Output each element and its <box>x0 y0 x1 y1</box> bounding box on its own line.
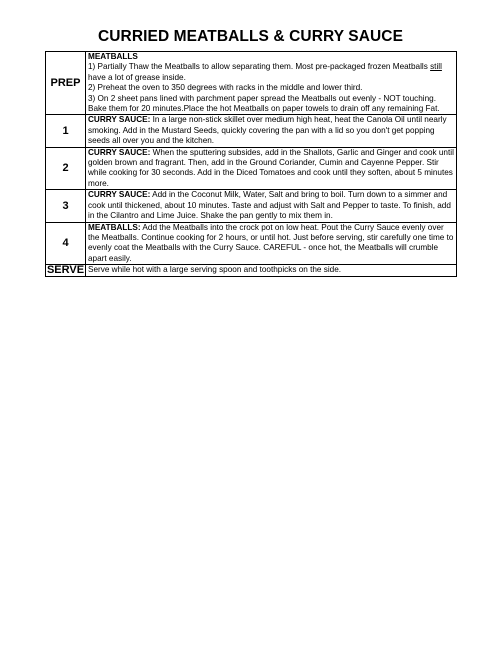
step-text: Add the Meatballs into the crock pot on low heat. Pout the Curry Sauce evenly over the Meatballs. Continue cooking for 2 hours, or until hot. Just before serving, stir carefully one time to evenly coat the Meatballs with the Curry Sauce. CAREFUL - once hot, the Meatballs will crumble apart easily. <box>88 222 454 263</box>
step-text: When the sputtering subsides, add in the Shallots, Garlic and Ginger and cook until golden brown and fragrant. Then, add in the Ground Coriander, Cumin and Cayenne Pepper. Stir while cooking for 30 seconds. Add in the Diced Tomatoes and cook until they soften, about 5 minutes more. <box>88 147 454 188</box>
step-label: 1 <box>46 115 86 147</box>
step-text: Serve while hot with a large serving spoon and toothpicks on the side. <box>88 265 342 275</box>
step-instructions <box>86 222 457 265</box>
prep-item-1 <box>88 62 442 81</box>
step-label: 2 <box>46 147 86 190</box>
step-lead: CURRY SAUCE: <box>88 115 151 125</box>
step-lead: CURRY SAUCE: <box>88 147 151 157</box>
step-text: In a large non-stick skillet over medium high heat, heat the Canola Oil until nearly smoking. Add in the Mustard Seeds, quickly covering the pan with a lid so you don't get popping seeds all over you and the kitchen. <box>88 115 447 146</box>
step-label: SERVE <box>46 264 85 277</box>
step-label: 3 <box>46 190 86 222</box>
step-lead: MEATBALLS: <box>88 222 141 232</box>
step-lead: CURRY SAUCE: <box>88 190 151 200</box>
step-label: PREP <box>46 52 86 115</box>
prep-item-1-text-b: have a lot of grease inside. <box>88 72 186 82</box>
recipe-table <box>45 51 457 277</box>
step-instructions <box>86 52 457 115</box>
prep-item-3: 3) On 2 sheet pans lined with parchment paper spread the Meatballs out evenly - NOT touching. Bake them for 20 minutes.Place the hot Meatballs on paper towels to drain off any remaining Fat. <box>88 93 440 114</box>
prep-item-1-text-a: 1) Partially Thaw the Meatballs to allow separating them. Most pre-packaged frozen Meatballs <box>88 62 431 72</box>
table-row-step-4 <box>46 222 457 265</box>
table-row-step-2 <box>46 147 457 190</box>
table-row-step-3 <box>46 190 457 222</box>
step-text: Add in the Coconut Milk, Water, Salt and bring to boil. Turn down to a simmer and cook until thickened, about 10 minutes. Taste and adjust with Salt and Pepper to taste. To finish, add in the Cilantro and Lime Juice. Shake the pan gently to mix them in. <box>88 190 451 221</box>
step-instructions <box>86 265 457 276</box>
prep-item-1-underlined: still <box>430 62 442 72</box>
step-instructions <box>86 190 457 222</box>
step-instructions <box>86 115 457 147</box>
page-title: CURRIED MEATBALLS & CURRY SAUCE <box>97 28 404 45</box>
table-row-step-1 <box>46 115 457 147</box>
step-instructions <box>86 147 457 190</box>
step-label: 4 <box>46 222 86 265</box>
prep-item-2: 2) Preheat the oven to 350 degrees with racks in the middle and lower third. <box>88 83 363 93</box>
table-row-prep <box>46 52 457 115</box>
step-heading: MEATBALLS <box>88 52 138 61</box>
table-row-serve <box>46 265 457 276</box>
